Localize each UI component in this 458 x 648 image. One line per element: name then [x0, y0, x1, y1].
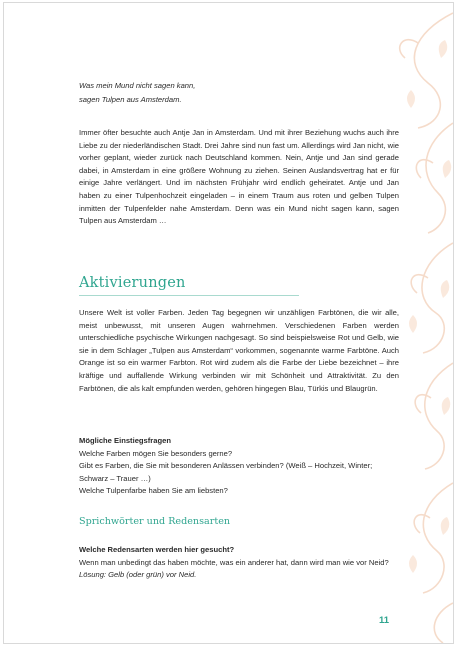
question-item: Gibt es Farben, die Sie mit besonderen Anlässen verbinden? (Weiß – Hochzeit, Winter; Schwarz – Trauer …) — [79, 461, 373, 483]
intro-paragraph-block — [79, 127, 399, 228]
book-page — [3, 2, 454, 644]
subsection-heading: Sprichwörter und Redensarten — [79, 516, 231, 527]
intro-paragraph: Immer öfter besuchte auch Antje Jan in Amsterdam. Und mit ihrer Beziehung wuchs auch ihre Liebe zu der niederländischen Stadt. Drei Jahre sind nun fast um. Allerdings wird Jan nicht, wie vorher geplant, wieder zurück nach Deutschland kommen. Nein, Antje und Jan sind gerade dabei, in Amsterdam in eine größere Wohnung zu ziehen. Seinen Auslandsvertrag hat er für einige Jahre verlängert. Und im nächsten Frühjahr wird endlich geheiratet. Antje und Jan haben zu einer Tulpenhochzeit eingeladen – in einem Traum aus roten und gelben Tulpen inmitten der Tulpenfelder nahe Amsterdam. Denn was ein Mund nicht sagen kann, sagen Tulpen aus Amsterdam … — [79, 128, 399, 226]
quote-line-2: sagen Tulpen aus Amsterdam. — [79, 95, 182, 104]
section-heading: Aktivierungen — [79, 275, 299, 296]
epigraph-quote — [79, 79, 399, 107]
activation-paragraph-block — [79, 307, 399, 395]
idioms-block — [79, 544, 399, 582]
idioms-solution: Lösung: Gelb (oder grün) vor Neid. — [79, 570, 197, 580]
question-item: Welche Farben mögen Sie besonders gerne? — [79, 448, 233, 458]
idioms-question: Wenn man unbedingt das haben möchte, was ein anderer hat, dann wird man wie vor Neid? — [79, 557, 389, 567]
question-item: Welche Tulpenfarbe haben Sie am liebsten? — [79, 486, 228, 496]
page-number: 11 — [379, 615, 390, 626]
quote-line-1: Was mein Mund nicht sagen kann, — [79, 81, 196, 90]
questions-heading: Mögliche Einstiegsfragen — [79, 436, 171, 445]
idioms-heading: Welche Redensarten werden hier gesucht? — [79, 545, 235, 554]
questions-block — [79, 435, 399, 498]
activation-paragraph: Unsere Welt ist voller Farben. Jeden Tag begegnen wir unzähligen Farbtönen, die wir alle, meist unbewusst, mit unseren Augen wahrnehmen. Verschiedenen Farben werden unterschiedliche psychische Wirkungen nachgesagt. So sind beispielsweise Rot und Gelb, wie sie in dem Schlager „Tulpen aus Amsterdam“ vorkommen, sogenannte warme Farbtöne. Auch Orange ist so ein warmer Farbton. Rot wird zudem als die Farbe der Liebe bezeichnet – ihre kräftige und auffallende Wirkung verbinden wir mit Schönheit und Attraktivität. Zu den Farbtönen, die als kalt empfunden werden, gehören hingegen Blau, Türkis und Blaugrün. — [79, 308, 399, 393]
